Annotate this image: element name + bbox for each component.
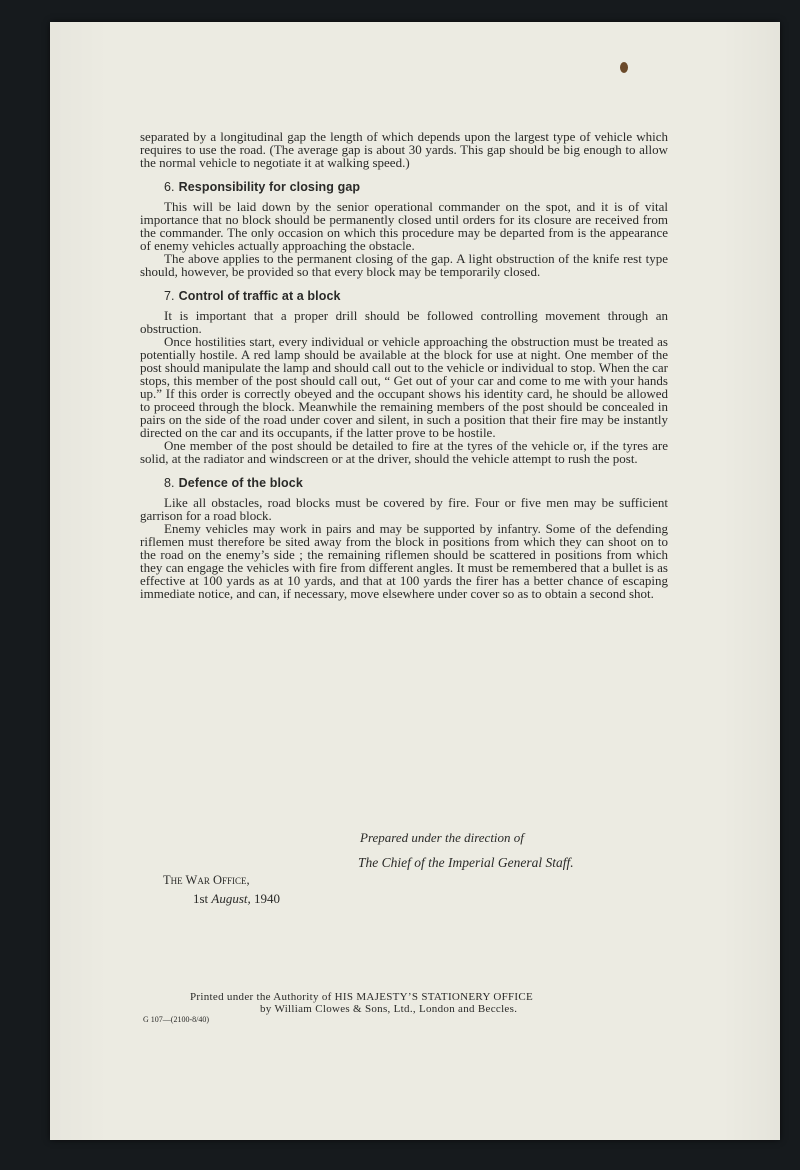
imprint-line-2: by William Clowes & Sons, Ltd., London and Beccles. — [260, 1003, 518, 1015]
date-month: August, — [211, 891, 251, 906]
section-7-heading — [164, 289, 668, 303]
section-8-paragraph-2: Enemy vehicles may work in pairs and may be supported by infantry. Some of the defending riflemen must therefore be sited away from the block in positions from which they can shoot on to the road on the enemy’s side ; the remaining riflemen should be scattered in positions from which they can engage the vehicles with fire from different angles. It must be remembered that a bullet is as effective at 100 yards as at 10 yards, and that at 100 yards the firer has a better chance of escaping immediate notice, and can, if necessary, move elsewhere under cover so as to obtain a second shot. — [140, 521, 668, 601]
section-8-number: 8. — [164, 476, 175, 490]
date-line — [193, 891, 280, 907]
date-day: 1st — [193, 891, 209, 906]
section-6-paragraph-2: The above applies to the permanent closing of the gap. A light obstruction of the knife rest type should, however, be provided so that every block may be temporarily closed. — [140, 251, 668, 279]
section-8-heading — [164, 476, 668, 490]
section-6-heading — [164, 180, 668, 194]
war-office-line: The War Office, — [163, 873, 250, 887]
print-code: G 107—(2100-8/40) — [143, 1015, 209, 1024]
document-body — [140, 130, 668, 600]
document-page — [50, 22, 780, 1140]
section-6-paragraph-1: This will be laid down by the senior operational commander on the spot, and it is of vital importance that no block should be permanently closed until orders for its closure are received from the commander. The only occasion on which this procedure may be departed from is the appearance of enemy vehicles actually approaching the obstacle. — [140, 199, 668, 253]
section-7-paragraph-1: It is important that a proper drill should be followed controlling movement through an obstruction. — [140, 308, 668, 336]
paper-stain — [620, 62, 628, 73]
intro-paragraph: separated by a longitudinal gap the length of which depends upon the largest type of vehicle which requires to use the road. (The average gap is about 30 yards. This gap should be big enough to allow the normal vehicle to negotiate it at walking speed.) — [140, 129, 668, 170]
section-7-number: 7. — [164, 289, 175, 303]
section-8-paragraph-1: Like all obstacles, road blocks must be covered by fire. Four or five men may be sufficient garrison for a road block. — [140, 495, 668, 523]
section-7-title: Control of traffic at a block — [178, 289, 341, 303]
chief-of-staff-line: The Chief of the Imperial General Staff. — [358, 855, 574, 870]
section-7-paragraph-2: Once hostilities start, every individual or vehicle approaching the obstruction must be treated as potentially hostile. A red lamp should be available at the block for use at night. One member of the post should manipulate the lamp and should call out to the vehicle or individual to stop. When the car stops, this member of the post should call out, “ Get out of your car and come to me with your hands up.” If this order is correctly obeyed and the occupant shows his identity card, he should be allowed to proceed through the block. Meanwhile the remaining members of the post should be concealed in pairs on the side of the road under cover and silent, in such a position that their fire may be instantly directed on the car and its occupants, if the latter prove to be hostile. — [140, 334, 668, 440]
date-year: 1940 — [254, 891, 281, 906]
printer-imprint — [190, 991, 533, 1015]
prepared-under-line: Prepared under the direction of — [360, 830, 524, 845]
section-6-number: 6. — [164, 180, 175, 194]
section-6-title: Responsibility for closing gap — [178, 180, 361, 194]
imprint-line-1: Printed under the Authority of HIS MAJESTY’S STATIONERY OFFICE — [190, 991, 534, 1003]
section-8-title: Defence of the block — [178, 476, 303, 490]
section-7-paragraph-3: One member of the post should be detailed to fire at the tyres of the vehicle or, if the tyres are solid, at the radiator and windscreen or at the driver, should the vehicle attempt to rush the post. — [140, 438, 668, 466]
